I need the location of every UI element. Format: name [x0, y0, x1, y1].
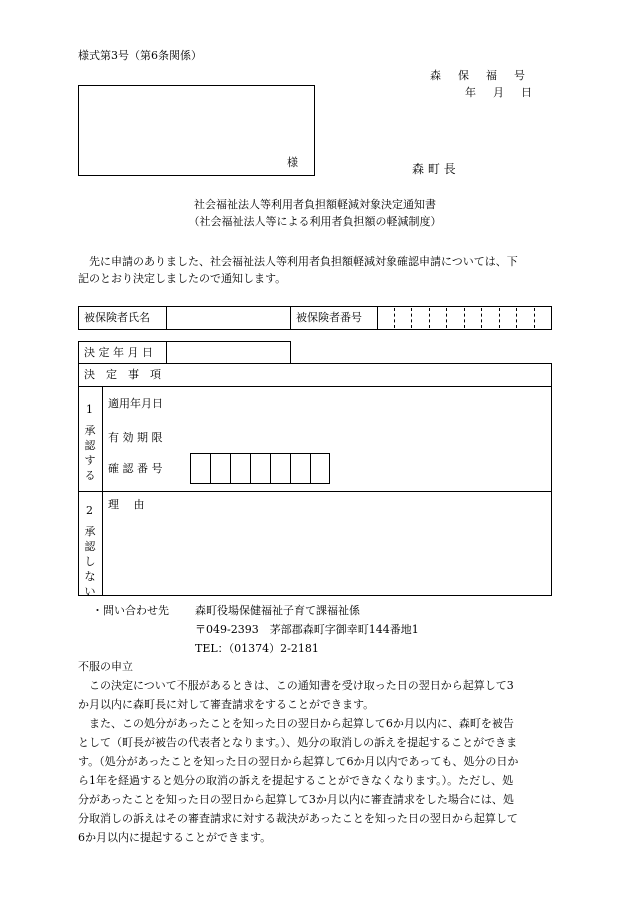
decision-date-label: 決 定 年 月 日 — [84, 346, 153, 359]
insured-number-label: 被保険者番号 — [296, 311, 362, 324]
applicable-date-field[interactable] — [175, 392, 545, 412]
appeal-line: す。（処分があったことを知った日の翌日から起算して6か月以内であっても、処分の日か — [78, 755, 519, 768]
decision-matters-label: 決 定 事 項 — [84, 368, 161, 381]
applicable-date-label: 適用年月日 — [108, 397, 163, 410]
document-title: 社会福祉法人等利用者負担額軽減対象決定通知書 — [194, 198, 436, 211]
intro-line-1: 先に申請のありました、社会福祉法人等利用者負担額軽減対象確認申請については、下 — [89, 255, 518, 268]
contact-tel: TEL：（01374）2-2181 — [195, 642, 319, 655]
approve-number: 1 — [86, 403, 93, 416]
appeal-line: この決定について不服があるときは、この通知書を受け取った日の翌日から起算して3 — [78, 679, 514, 692]
appeal-line: として（町長が被告の代表者となります。）、処分の取消しの訴えを提起することができま — [78, 736, 518, 749]
insured-name-field[interactable] — [167, 307, 289, 329]
appeal-heading: 不服の申立 — [78, 660, 133, 673]
recipient-suffix: 様 — [287, 156, 298, 169]
intro-line-2: 記のとおり決定しましたので通知します。 — [78, 272, 287, 285]
appeal-line: 分取消しの訴えはその審査請求に対する裁決があったことを知った日の翌日から起算して — [78, 812, 518, 825]
reject-number: 2 — [86, 504, 93, 517]
decision-date-field[interactable] — [167, 342, 290, 363]
form-number: 様式第3号（第6条関係） — [78, 49, 202, 62]
reason-label: 理 由 — [108, 498, 145, 511]
validity-period-label: 有 効 期 限 — [108, 431, 163, 444]
reject-label: 承認しない — [84, 525, 96, 598]
issue-date-line: 年 月 日 — [465, 86, 535, 99]
contact-office: 森町役場保健福祉子育て課福祉係 — [195, 604, 360, 617]
appeal-line: ら1年を経過すると処分の取消の訴えを提起することができなくなります。）。ただし、処 — [78, 774, 514, 787]
insured-name-label: 被保険者氏名 — [84, 311, 150, 324]
issuer-name: 森 町 長 — [412, 162, 456, 176]
recipient-box[interactable] — [78, 85, 315, 176]
appeal-line: 分があったことを知った日の翌日から起算して3か月以内に審査請求をした場合には、処 — [78, 793, 514, 806]
contact-address: 〒049-2393 茅部郡森町字御幸町144番地1 — [195, 623, 419, 636]
reason-field[interactable] — [160, 495, 545, 590]
document-subtitle: （社会福祉法人等による利用者負担額の軽減制度） — [188, 215, 442, 228]
appeal-line: 6か月以内に提起することができます。 — [78, 831, 272, 844]
document-number-line: 森 保 福 号 — [430, 69, 528, 82]
confirmation-number-boxes[interactable] — [190, 453, 330, 484]
validity-period-field[interactable] — [175, 426, 545, 446]
contact-label: ・問い合わせ先 — [92, 604, 169, 617]
approve-label: 承認する — [84, 424, 96, 482]
confirmation-number-label: 確 認 番 号 — [108, 462, 163, 475]
appeal-line: また、この処分があったことを知った日の翌日から起算して6か月以内に、森町を被告 — [78, 717, 514, 730]
appeal-line: か月以内に森町長に対して審査請求をすることができます。 — [78, 698, 375, 711]
